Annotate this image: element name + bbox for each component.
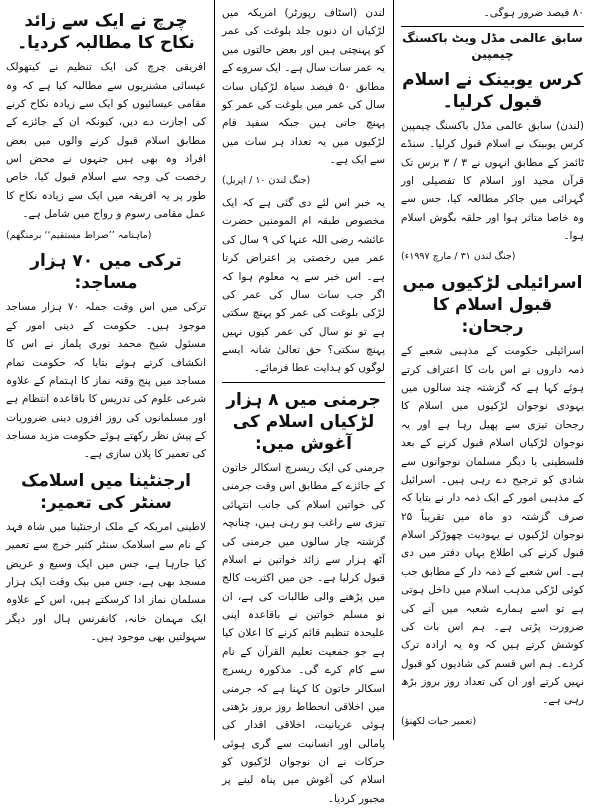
story-kicker: سابق عالمی مڈل ویٹ باکسنگ چیمپین <box>402 31 583 61</box>
story-body: لاطینی امریکہ کے ملک ارجنٹینا میں شاہ فہد کے نام سے اسلامک سنٹر کثیر خرچ سے تعمیر کیا جارہا ہے، جس میں ایک وسیع و عریض مسجد بھی ہے، جس میں بیک وقت ایک ہزار مسلمان نماز ادا کرسکتے ہیں، اس کے علاوہ ایک مہمان خانہ، کانفرنس ہال اور دیگر سہولتیں بھی موجود ہیں۔ <box>6 520 206 644</box>
divider <box>401 26 584 27</box>
story-body: (لندن) سابق عالمی مڈل باکسنگ چیمپین کرس یوبینک نے اسلام قبول کرلیا۔ سنڈے ٹائمز کے مطابق انہوں نے ۳ / ۳ برس تک قرآن مجید اور اسلام کا تفصیلی اور گہرائی میں جاکر مطالعہ کیا، جس سے وہ خاصا متاثر ہوا اور حلقہ بگوش اسلام ہوا۔ <box>401 119 585 242</box>
column-rule <box>214 0 215 740</box>
column-right <box>395 0 590 740</box>
story-headline: ترکی میں ۷۰ ہزار مساجد: <box>30 251 182 294</box>
story-headline: اسرائیلی لڑکیوں میں قبول اسلام کا رجحان: <box>402 273 583 338</box>
column-rule <box>393 0 394 740</box>
story-source: (ماہنامہ ’’صراط مستقیم‘‘ برمنگھم) <box>6 229 152 241</box>
editorial-comment: یہ خبر اس لئے دی گئی ہے کہ ایک مخصوص طبقہ ام المومنین حضرت عائشہ رضی اللہ عنہا کی ۹ سال کی عمر میں رخصتی پر اعتراض کرتا ہے۔ اس خبر سے یہ معلوم ہوا کہ اگر جب سات سال کی عمر کی لڑکی بلوغت کی عمر کو پہنچ سکتی ہے تو نو سال کی عمر کیوں نہیں پہنچ سکتی؟ حق تعالیٰ شانہ ایسے لوگوں کو ہدایت عطا فرمائے۔ <box>222 197 385 375</box>
story-headline: کرس یوبینک نے اسلام قبول کرلیا۔ <box>402 69 583 112</box>
story-source: (جنگ لندن ۱۰ / اپریل) <box>222 175 311 187</box>
story-body: افریقی چرچ کی ایک تنظیم نے کیتھولک عیسائی مشنریوں سے مطالبہ کیا ہے کہ وہ مقامی عیسائیوں کو ایک سے زیادہ نکاح کرنے کی اجازت دے دیں، کیونکہ ان کے جائزے کے مطابق اسلام قبول کرنے والوں میں بعض افراد وہ بھی ہیں جنہوں نے محض اس رخصت کی وجہ سے اسلام قبول کیا، خاص طور پر یہ افریقہ میں ایک سے زیادہ نکاح کا عمل مقامی رسوم و رواج میں شامل ہے۔ <box>6 61 206 221</box>
story-source: (تعمیر حیات لکھنؤ) <box>401 715 477 727</box>
column-middle <box>216 0 391 805</box>
story-body: اسرائیلی حکومت کے مذہبی شعبے کے ذمہ داروں نے اس بات کا اعتراف کرتے ہوئے کہا ہے کہ گزشتہ چند سالوں میں یہودی نوجوان لڑکیوں میں اسلام کا رجحان تیزی سے پھیل رہا ہے اور یہ نوجوان لڑکیاں اسلام قبول کرنے کے بعد فلسطینی یا دیگر مسلمان نوجوانوں سے شادی کو ترجیح دے رہی ہیں۔ اسرائیل کے مذہبی امور کے ایک ذمہ دار نے بتایا کہ صرف گزشتہ دو ماہ میں تقریباً ۲۵ نوجوان لڑکیوں نے یہودیت چھوڑکر اسلام قبول کرنے کی اطلاع یہاں دفتر میں دی ہے۔ اس شعبے کے ذمہ دار کے مطابق جب کوئی لڑکی مذہب اسلام میں داخل ہوتی ہے تو اسے ہمارے شعبہ میں آنے کی ضرورت پڑتی ہے۔ ہم اس بات کی کوشش کرتے ہیں کہ وہ یہ ارادہ ترک کردے۔ ہم اس قسم کی شادیوں کو قبول نہیں کرتے اور ان کی تعداد روز بروز بڑھ رہی ہے۔ <box>401 345 584 707</box>
story-headline: جرمنی میں ۸ ہزار لڑکیاں اسلام کی آغوش میں: <box>226 389 381 454</box>
story-body: جرمنی کی ایک ریسرچ اسکالر خاتون کے جائزے کے مطابق اس وقت جرمنی کی خواتین اسلام کی جانب انتہائی تیزی سے راغب ہو رہی ہیں، چنانچہ گزشتہ چار سالوں میں جرمنی کی آٹھ ہزار سے زائد خواتین نے اسلام قبول کرلیا ہے۔ جن میں اکثریت کالج میں پڑھنے والی طالبات کی ہے، ان نو مسلم خواتین نے باقاعدہ اپنی علیحدہ تنظیم قائم کرنے کا اعلان کیا ہے جو جمعیت تعلیم القرآن کے نام سے کام کرے گی۔ مذکورہ ریسرچ اسکالر خاتون کا کہنا ہے کہ جرمنی میں اخلاقی انحطاط روز بروز بڑھتی ہوئی عریانیت، اخلاقی اقدار کی پامالی اور انسانیت سے گری ہوئی حرکات نے ان نوجوان لڑکیوں کو اسلام کی آغوش میں پناہ لینے پر مجبور کردیا۔ <box>222 462 385 805</box>
divider <box>222 382 385 383</box>
continued-line: ۸۰ فیصد ضرور ہوگی۔ <box>483 7 584 19</box>
story-headline: چرچ نے ایک سے زائد نکاح کا مطالبہ کردیا۔ <box>17 11 195 54</box>
story-body: لندن (اسٹاف رپورٹر) امریکہ میں لڑکیاں ان دنوں جلد بلوغت کی عمر کو پہنچتی ہیں اور بعض حالتوں میں یہ عمر سات سال ہے۔ ایک سروے کے مطابق ۵۰ فیصد سیاہ لڑکیاں سات سال کی عمر میں بلوغت کی عمر کو پہنچ جاتی ہیں جبکہ سفید فام لڑکیوں میں یہ تعداد ہر سات میں سے ایک ہے۔ <box>222 7 385 166</box>
column-left <box>0 0 212 740</box>
story-body: ترکی میں اس وقت جملہ ۷۰ ہزار مساجد موجود ہیں۔ حکومت کے دینی امور کے مسئول شیخ محمد نوری یلماز نے اس کا انکشاف کرتے ہوئے بتایا کہ حکومت تمام مساجد میں پنج وقتہ نماز کا اہتمام کے علاوہ شرعی علوم کی تدریس کا باقاعدہ انتظام ہے اور مسلمانوں کی روز افزوں دینی ضروریات کے پیش نظر رکھتے ہوئے حکومت مزید مساجد کی تعمیر کا پلان سازی ہے۔ <box>6 301 206 461</box>
story-source: (جنگ لندن ۳۱ / مارچ ۱۹۹۷ء) <box>401 251 516 263</box>
story-headline: ارجنٹینا میں اسلامک سنٹر کی تعمیر: <box>21 470 191 513</box>
